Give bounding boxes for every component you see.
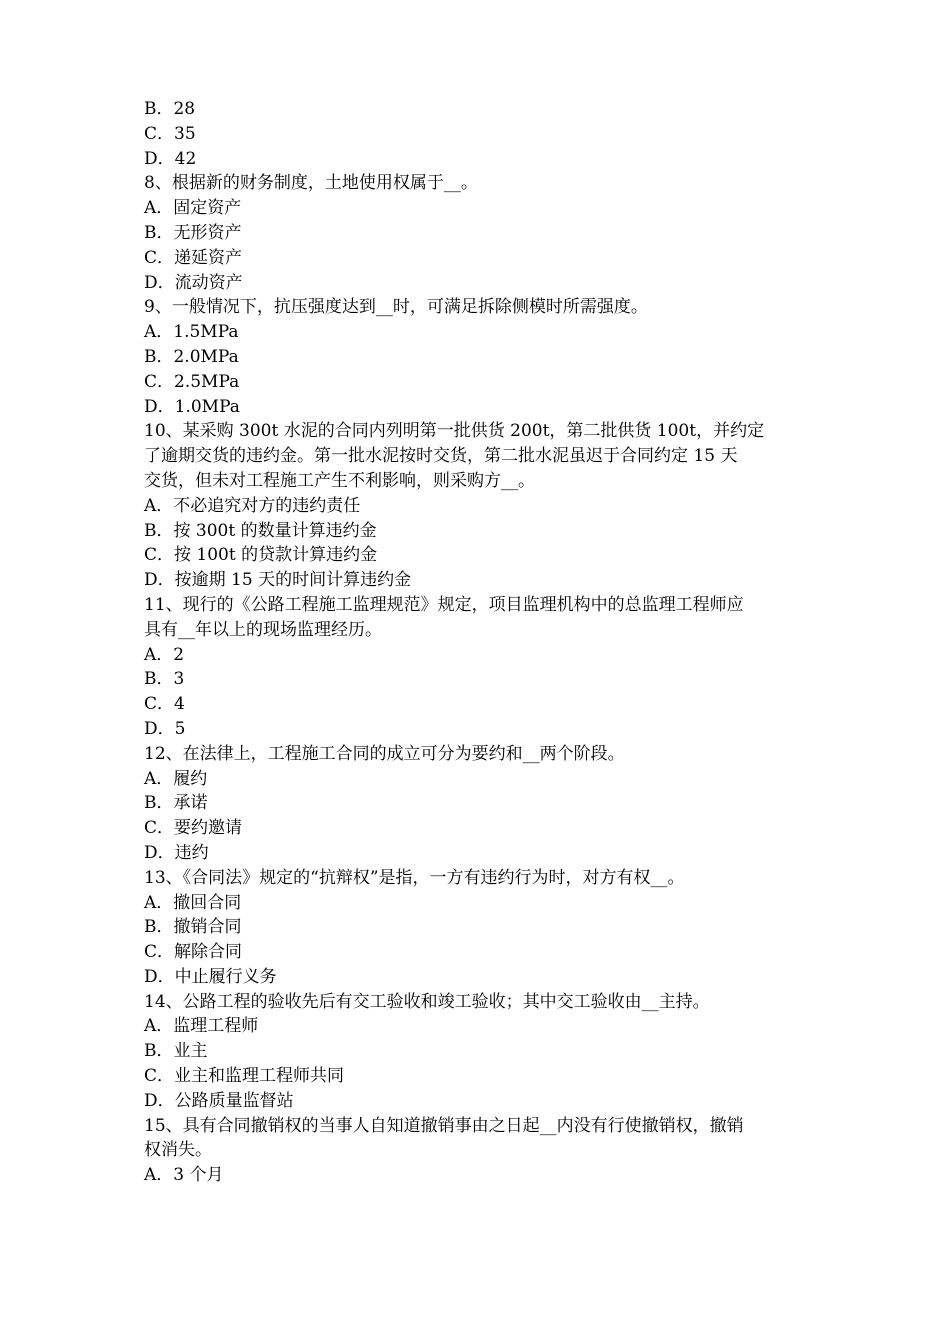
answer-option: D．中止履行义务 — [144, 966, 277, 987]
answer-option: C．解除合同 — [144, 942, 243, 963]
answer-option: B．业主 — [144, 1041, 208, 1062]
answer-option: A．1.5MPa — [144, 322, 239, 343]
answer-option: A．撤回合同 — [144, 892, 242, 913]
question — [144, 1114, 816, 1164]
answer-option: B．28 — [144, 99, 196, 119]
answer-option: B．按 300t 的数量计算违约金 — [144, 520, 377, 541]
question-text-line: 9、一般情况下，抗压强度达到__时，可满足拆除侧模时所需强度。 — [144, 297, 648, 318]
answer-option: C．2.5MPa — [144, 371, 240, 392]
question-text-line: 具有__年以上的现场监理经历。 — [144, 619, 382, 640]
answer-option: D．42 — [144, 148, 197, 169]
question-text-line: 了逾期交货的违约金。第一批水泥按时交货，第二批水泥虽迟于合同约定 15 天 — [144, 446, 738, 467]
question — [144, 171, 816, 196]
answer-option: D．1.0MPa — [144, 396, 240, 417]
question-text-line: 交货，但未对工程施工产生不利影响，则采购方__。 — [144, 470, 535, 491]
question — [144, 742, 816, 767]
question — [144, 990, 816, 1015]
question — [144, 419, 816, 493]
answer-option: A．3 个月 — [144, 1165, 224, 1186]
document-page — [144, 97, 816, 1188]
question-text-line: 13、《合同法》规定的“抗辩权”是指，一方有违约行为时，对方有权__。 — [144, 867, 685, 888]
question-text-line: 8、根据新的财务制度，土地使用权属于__。 — [144, 173, 478, 194]
answer-option: C．递延资产 — [144, 247, 243, 268]
answer-option: D．5 — [144, 718, 186, 739]
answer-option: A．2 — [144, 644, 185, 665]
answer-option: B．无形资产 — [144, 222, 242, 243]
answer-option: B．2.0MPa — [144, 346, 239, 367]
answer-option: A．不必追究对方的违约责任 — [144, 495, 361, 516]
answer-option: D．流动资产 — [144, 272, 243, 293]
answer-option: B．承诺 — [144, 793, 208, 814]
answer-option: D．按逾期 15 天的时间计算违约金 — [144, 570, 412, 591]
answer-option: A．监理工程师 — [144, 1016, 259, 1037]
question-text-line: 权消失。 — [144, 1140, 212, 1161]
question — [144, 866, 816, 891]
question-text-line: 11、现行的《公路工程施工监理规范》规定，项目监理机构中的总监理工程师应 — [144, 594, 744, 615]
question-text-line: 10、某采购 300t 水泥的合同内列明第一批供货 200t，第二批供货 100t，并约定 — [144, 421, 765, 442]
answer-option: C．4 — [144, 694, 185, 715]
answer-option: B．3 — [144, 669, 185, 690]
question-text-line: 14、公路工程的验收先后有交工验收和竣工验收；其中交工验收由__主持。 — [144, 991, 710, 1012]
answer-option: C．按 100t 的贷款计算违约金 — [144, 545, 378, 566]
answer-option: B．撤销合同 — [144, 917, 242, 938]
answer-option: A．固定资产 — [144, 198, 242, 219]
question-text-line: 15、具有合同撤销权的当事人自知道撤销事由之日起__内没有行使撤销权，撤销 — [144, 1115, 744, 1136]
answer-option: C．业主和监理工程师共同 — [144, 1066, 345, 1087]
question-text-line: 12、在法律上，工程施工合同的成立可分为要约和__两个阶段。 — [144, 743, 625, 764]
answer-option: A．履约 — [144, 768, 208, 789]
answer-option: C．要约邀请 — [144, 818, 243, 839]
question — [144, 593, 816, 643]
question — [144, 295, 816, 320]
answer-option: D．违约 — [144, 842, 209, 863]
answer-option: C．35 — [144, 123, 196, 144]
answer-option: D．公路质量监督站 — [144, 1090, 294, 1111]
